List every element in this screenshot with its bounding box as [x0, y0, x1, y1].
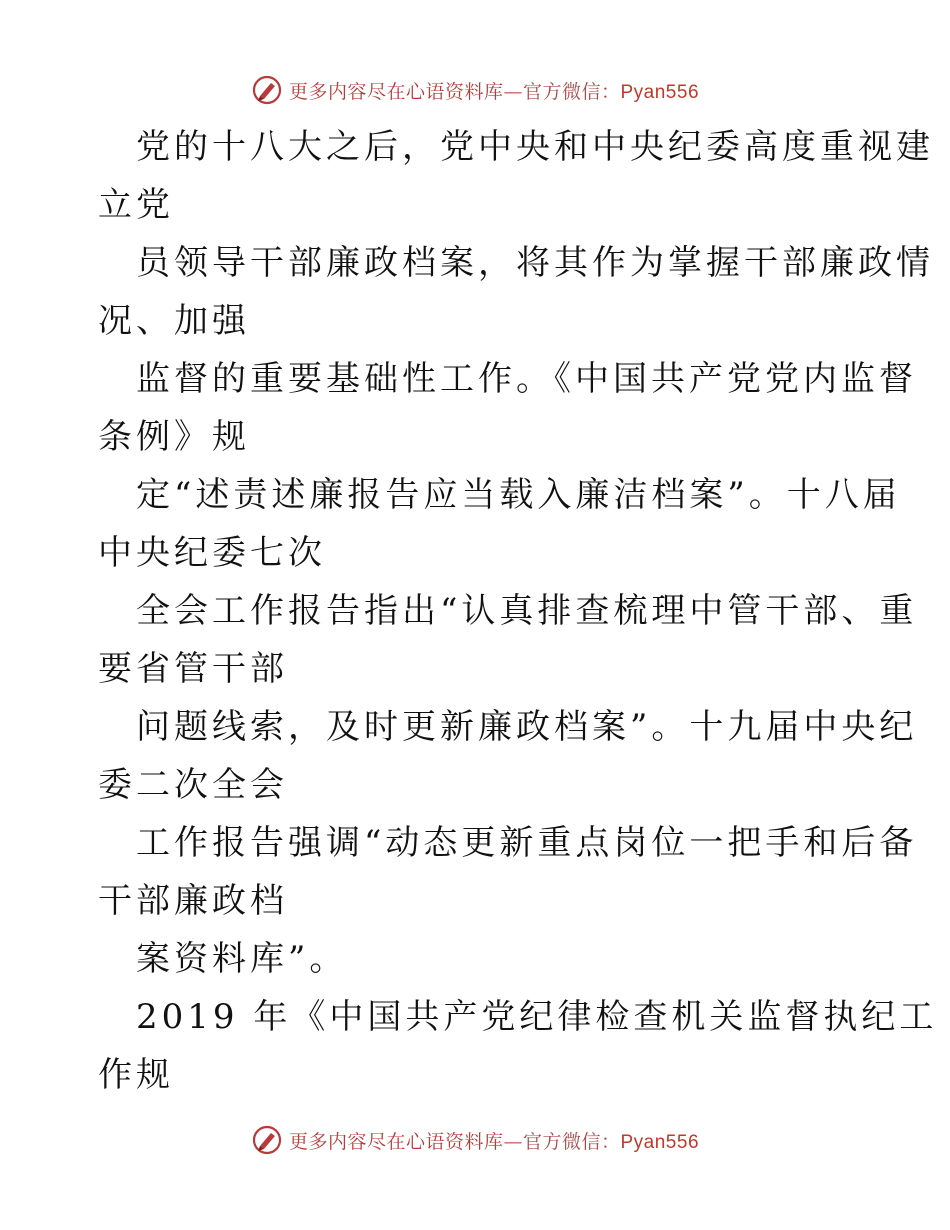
paragraph-line: 员领导干部廉政档案，将其作为掌握干部廉政情 [136, 243, 934, 283]
footer-wechat-label: 官方微信： [522, 1130, 621, 1153]
header-banner-text [289, 77, 699, 104]
footer-banner [0, 1120, 950, 1160]
paragraph-line: 况、加强 [98, 301, 250, 341]
paragraph-line: 条例》规 [98, 417, 250, 457]
footer-banner-text [289, 1127, 699, 1154]
header-brand: 更多内容尽在心语资料库 [288, 80, 504, 103]
header-wechat-label: 官方微信： [522, 80, 621, 103]
pen-logo-icon [251, 74, 283, 106]
footer-brand: 更多内容尽在心语资料库 [288, 1130, 504, 1153]
paragraph-line: 全会工作报告指出“认真排查梳理中管干部、重 [136, 591, 918, 631]
paragraph-line: 立党 [98, 185, 174, 225]
document-body [98, 118, 938, 1104]
paragraph-line: 工作报告强调“动态更新重点岗位一把手和后备 [136, 823, 918, 863]
paragraph-line: 要省管干部 [98, 649, 288, 689]
paragraph-line: 作规 [98, 1055, 174, 1095]
paragraph-line: 2019 年《中国共产党纪律检查机关监督执纪工 [136, 997, 938, 1037]
paragraph-line: 定“述责述廉报告应当载入廉洁档案”。十八届 [136, 475, 901, 515]
paragraph-line: 案资料库”。 [136, 939, 348, 979]
paragraph-line: 委二次全会 [98, 765, 288, 805]
paragraph-line: 中央纪委七次 [98, 533, 326, 573]
paragraph-line: 监督的重要基础性工作。《中国共产党党内监督 [136, 359, 917, 399]
footer-dash: — [503, 1130, 523, 1153]
pen-logo-icon [251, 1124, 283, 1156]
header-wechat-handle: Pyan556 [620, 81, 700, 103]
paragraph-line: 党的十八大之后，党中央和中央纪委高度重视建 [136, 127, 934, 167]
paragraph-line: 问题线索，及时更新廉政档案”。十九届中央纪 [136, 707, 918, 747]
header-banner [0, 70, 950, 110]
footer-wechat-handle: Pyan556 [620, 1131, 700, 1153]
paragraph-line: 干部廉政档 [98, 881, 288, 921]
header-dash: — [503, 80, 523, 103]
